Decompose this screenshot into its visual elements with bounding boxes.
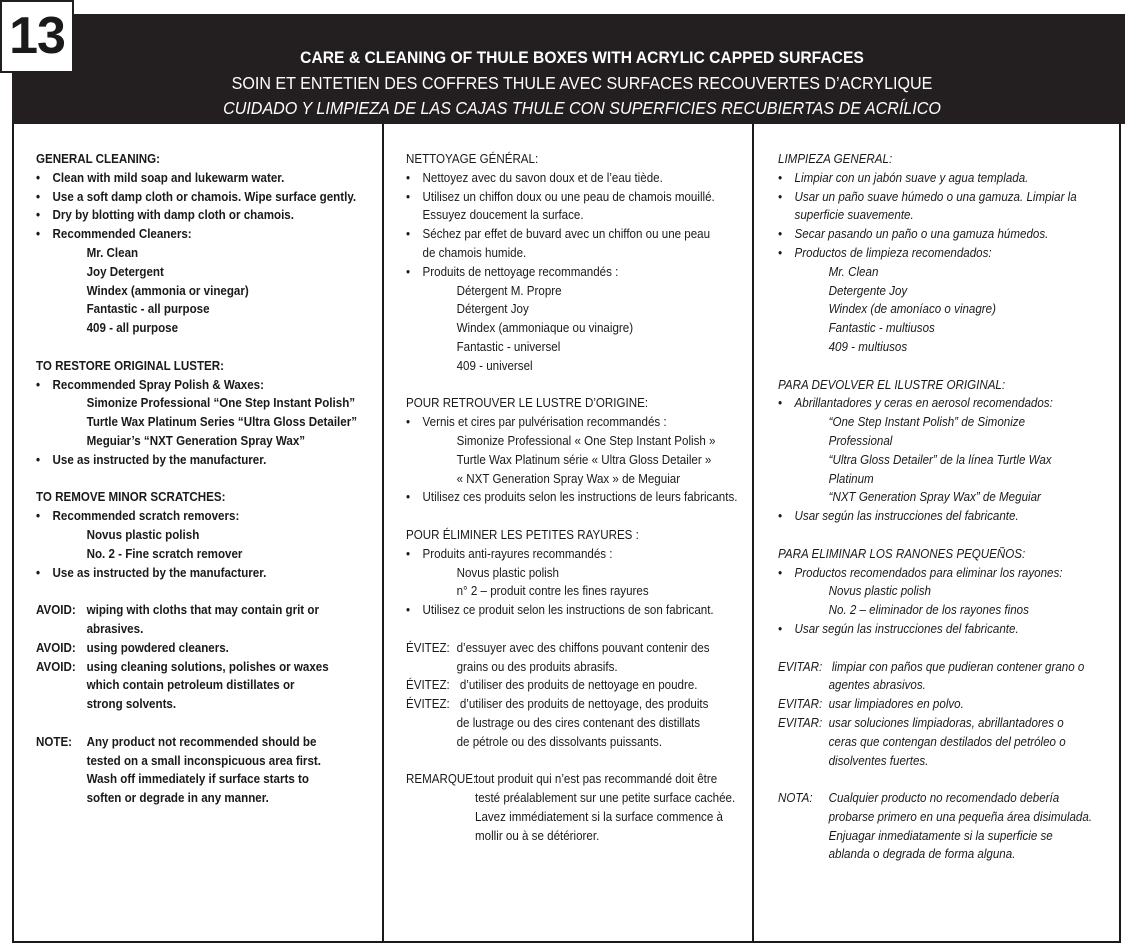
bullet-item (778, 507, 1092, 526)
bullet-text: Productos recomendados para eliminar los rayones: (794, 565, 1063, 580)
spacer-line (36, 338, 357, 357)
bullet-dot: • (36, 452, 41, 467)
labeled-note (406, 676, 737, 695)
indented-line: Simonize Professional “One Step Instant Polish” (86, 396, 356, 411)
spacer-line (406, 620, 737, 639)
bullet-item (36, 206, 357, 225)
title-english: CARE & CLEANING OF THULE BOXES WITH ACRYLIC CAPPED SURFACES (300, 48, 864, 67)
indented-line: agentes abrasivos. (828, 678, 926, 693)
note-label: AVOID: (36, 640, 76, 655)
indented-line: testé préalablement sur une petite surface cachée. (475, 791, 736, 806)
indented-line: Platinum (828, 471, 874, 486)
indented-line: Détergent M. Propre (456, 283, 562, 298)
note-label: EVITAR: (778, 659, 823, 674)
bullet-dot: • (406, 227, 411, 242)
indented-line: ablanda o degrada de forma alguna. (828, 847, 1016, 862)
bullet-dot: • (778, 565, 783, 580)
bullet-dot: • (778, 245, 783, 260)
bullet-dot: • (778, 189, 783, 204)
bullet-item (778, 188, 1092, 207)
indented-line: Wash off immediately if surface starts to (86, 772, 309, 787)
indented-line: Joy Detergent (86, 264, 164, 279)
bullet-item (36, 507, 357, 526)
indented-line: No. 2 – eliminador de los rayones finos (828, 603, 1029, 618)
indented-line: “Ultra Gloss Detailer” de la línea Turtle Wax (828, 452, 1052, 467)
indented-line: Fantastic - all purpose (86, 302, 210, 317)
english-column (36, 150, 385, 808)
bullet-text: Vernis et cires par pulvérisation recommandés : (422, 415, 667, 430)
indented-line: Lavez immédiatement si la surface commence à (475, 809, 723, 824)
bullet-item (406, 225, 737, 244)
bullet-dot: • (406, 490, 411, 505)
spacer-line (36, 470, 357, 489)
note-text: d’utiliser des produits de nettoyage en poudre. (456, 678, 698, 693)
bullet-dot: • (778, 621, 783, 636)
bullet-item (36, 451, 357, 470)
bullet-item (36, 564, 357, 583)
indented-line: de lustrage ou des cires contenant des distillats (456, 715, 701, 730)
indented-line: 409 - all purpose (86, 321, 179, 336)
bullet-text: Utilisez ces produits selon les instructions de leurs fabricants. (422, 490, 738, 505)
indented-line: 409 - universel (456, 358, 533, 373)
bullet-dot: • (36, 377, 41, 392)
note-label: AVOID: (36, 603, 76, 618)
spacer-line (778, 357, 1092, 376)
bullet-dot: • (778, 227, 783, 242)
indented-line: de pétrole ou des dissolvants puissants. (456, 734, 663, 749)
labeled-note (406, 770, 737, 789)
section-heading: GENERAL CLEANING: (36, 152, 161, 166)
indented-line: mollir ou à se détériorer. (475, 828, 600, 843)
bullet-text: Usar un paño suave húmedo o una gamuza. Limpiar la (794, 189, 1077, 204)
bullet-text: Séchez par effet de buvard avec un chiffon ou une peau (422, 227, 711, 242)
spacer-line (778, 770, 1092, 789)
indented-line: Windex (ammonia or vinegar) (86, 283, 249, 298)
note-text: d’utiliser des produits de nettoyage, des produits (456, 697, 709, 712)
labeled-note (778, 714, 1092, 733)
bullet-item (406, 169, 737, 188)
note-text: d’essuyer avec des chiffons pouvant contenir des (456, 640, 710, 655)
labeled-note (778, 695, 1092, 714)
indented-line: Détergent Joy (456, 302, 529, 317)
section-heading: NETTOYAGE GÉNÉRAL: (406, 152, 539, 166)
spacer-line (36, 582, 357, 601)
indented-line: Fantastic - universel (456, 339, 561, 354)
bullet-text: Productos de limpieza recomendados: (794, 245, 992, 260)
note-text: usar limpiadores en polvo. (828, 697, 964, 712)
bullet-item (778, 394, 1092, 413)
indented-line: Windex (de amoníaco o vinagre) (828, 302, 996, 317)
indented-line: disolventes fuertes. (828, 753, 929, 768)
note-label: EVITAR: (778, 697, 823, 712)
indented-line: soften or degrade in any manner. (86, 791, 269, 806)
bullet-text: Limpiar con un jabón suave y agua templada. (794, 170, 1029, 185)
bullet-dot: • (406, 415, 411, 430)
labeled-note (406, 639, 737, 658)
section-heading: POUR RETROUVER LE LUSTRE D’ORIGINE: (406, 396, 649, 411)
header-banner (12, 14, 1125, 124)
bullet-text: Produits anti-rayures recommandés : (422, 546, 613, 561)
bullet-text: Use a soft damp cloth or chamois. Wipe surface gently. (52, 189, 357, 204)
bullet-item (406, 263, 737, 282)
bullet-continuation: superficie suavemente. (794, 208, 914, 223)
bullet-item (406, 488, 737, 507)
section-heading: TO RESTORE ORIGINAL LUSTER: (36, 358, 224, 373)
note-label: EVITAR: (778, 715, 823, 730)
note-label: AVOID: (36, 659, 76, 674)
note-text: using cleaning solutions, polishes or waxes (86, 659, 329, 674)
note-text: Cualquier producto no recomendado debería (828, 791, 1060, 806)
section-heading: LIMPIEZA GENERAL: (778, 152, 893, 166)
bullet-text: Use as instructed by the manufacturer. (52, 565, 267, 580)
indented-line: probarse primero en una pequeña área disimulada. (828, 809, 1093, 824)
indented-line: Mr. Clean (828, 264, 879, 279)
bullet-dot: • (36, 227, 41, 242)
bullet-dot: • (778, 396, 783, 411)
indented-line: abrasives. (86, 621, 144, 636)
bullet-text: Clean with mild soap and lukewarm water. (52, 170, 285, 185)
indented-line: strong solvents. (86, 697, 177, 712)
bullet-item (406, 601, 737, 620)
section-heading: TO REMOVE MINOR SCRATCHES: (36, 490, 226, 505)
indented-line: “NXT Generation Spray Wax” de Meguiar (828, 490, 1041, 505)
spanish-column (778, 150, 1119, 864)
bullet-dot: • (406, 546, 411, 561)
bullet-text: Recommended Cleaners: (52, 227, 192, 242)
note-text: Any product not recommended should be (86, 734, 317, 749)
bullet-text: Usar según las instrucciones del fabricante. (794, 621, 1019, 636)
bullet-dot: • (406, 603, 411, 618)
bullet-continuation: Essuyez doucement la surface. (422, 208, 584, 223)
bullet-dot: • (36, 189, 41, 204)
indented-line: Detergente Joy (828, 283, 908, 298)
indented-line: Meguiar’s “NXT Generation Spray Wax” (86, 433, 306, 448)
indented-line: Enjuagar inmediatamente si la superficie se (828, 828, 1053, 843)
section-heading: POUR ÉLIMINER LES PETITES RAYURES : (406, 527, 639, 542)
note-text: usar soluciones limpiadoras, abrillantadores o (828, 715, 1064, 730)
labeled-note (778, 789, 1092, 808)
bullet-item (36, 169, 357, 188)
bullet-text: Recommended Spray Polish & Waxes: (52, 377, 264, 392)
note-label: ÉVITEZ: (406, 678, 450, 693)
indented-line: Novus plastic polish (456, 565, 559, 580)
labeled-note (36, 658, 357, 677)
bullet-dot: • (36, 509, 41, 524)
section-heading: PARA DEVOLVER EL ILUSTRE ORIGINAL: (778, 377, 1006, 392)
labeled-note (406, 695, 737, 714)
indented-line: Professional (828, 433, 893, 448)
spacer-line (778, 526, 1092, 545)
indented-line: which contain petroleum distillates or (86, 678, 295, 693)
note-label: NOTE: (36, 734, 73, 749)
spacer-line (778, 639, 1092, 658)
indented-line: « NXT Generation Spray Wax » de Meguiar (456, 471, 681, 486)
spacer-line (406, 376, 737, 395)
bullet-item (778, 244, 1092, 263)
note-label: NOTA: (778, 791, 813, 806)
bullet-item (406, 545, 737, 564)
bullet-dot: • (36, 565, 41, 580)
bullet-continuation: de chamois humide. (422, 245, 527, 260)
indented-line: Fantastic - multiusos (828, 321, 935, 336)
bullet-dot: • (778, 170, 783, 185)
labeled-note (36, 601, 357, 620)
indented-line: n° 2 – produit contre les fines rayures (456, 584, 649, 599)
bullet-dot: • (406, 264, 411, 279)
spacer-line (36, 714, 357, 733)
indented-line: tested on a small inconspicuous area first. (86, 753, 321, 768)
bullet-item (778, 564, 1092, 583)
bullet-item (36, 225, 357, 244)
note-text: limpiar con paños que pudieran contener grano o (828, 659, 1085, 674)
indented-line: “One Step Instant Polish” de Simonize (828, 415, 1026, 430)
labeled-note (778, 658, 1092, 677)
bullet-item (36, 376, 357, 395)
note-text: wiping with cloths that may contain grit or (86, 603, 319, 618)
title-french: SOIN ET ENTETIEN DES COFFRES THULE AVEC SURFACES RECOUVERTES D’ACRYLIQUE (231, 73, 933, 93)
section-heading: PARA ELIMINAR LOS RANONES PEQUEÑOS: (778, 546, 1026, 561)
note-label: ÉVITEZ: (406, 640, 450, 655)
bullet-text: Secar pasando un paño o una gamuza húmedos. (794, 227, 1049, 242)
indented-line: 409 - multiusos (828, 339, 908, 354)
bullet-dot: • (36, 208, 41, 223)
bullet-text: Recommended scratch removers: (52, 509, 240, 524)
note-label: ÉVITEZ: (406, 697, 450, 712)
indented-line: No. 2 - Fine scratch remover (86, 546, 243, 561)
bullet-text: Usar según las instrucciones del fabricante. (794, 509, 1019, 524)
indented-line: grains ou des produits abrasifs. (456, 659, 618, 674)
bullet-dot: • (406, 189, 411, 204)
bullet-item (36, 188, 357, 207)
indented-line: Novus plastic polish (86, 527, 200, 542)
bullet-text: Nettoyez avec du savon doux et de l’eau tiède. (422, 170, 663, 185)
title-spanish: CUIDADO Y LIMPIEZA DE LAS CAJAS THULE CON SUPERFICIES RECUBIERTAS DE ACRÍLICO (223, 98, 941, 118)
bullet-text: Produits de nettoyage recommandés : (422, 264, 619, 279)
indented-line: Turtle Wax Platinum Series “Ultra Gloss Detailer” (86, 415, 358, 430)
bullet-text: Utilisez un chiffon doux ou une peau de chamois mouillé. (422, 189, 715, 204)
note-label: REMARQUE: (406, 772, 477, 787)
bullet-text: Dry by blotting with damp cloth or chamois. (52, 208, 294, 223)
bullet-dot: • (36, 170, 41, 185)
spacer-line (406, 752, 737, 771)
labeled-note (36, 639, 357, 658)
bullet-text: Abrillantadores y ceras en aerosol recomendados: (794, 396, 1053, 411)
labeled-note (36, 733, 357, 752)
bullet-text: Use as instructed by the manufacturer. (52, 452, 267, 467)
indented-line: Turtle Wax Platinum série « Ultra Gloss Detailer » (456, 452, 712, 467)
bullet-item (778, 169, 1092, 188)
bullet-item (406, 188, 737, 207)
indented-line: Simonize Professional « One Step Instant Polish » (456, 433, 716, 448)
page-number: 13 (0, 0, 74, 73)
note-text: using powdered cleaners. (86, 640, 229, 655)
bullet-dot: • (406, 170, 411, 185)
bullet-dot: • (778, 509, 783, 524)
french-column (406, 150, 766, 845)
note-text: tout produit qui n’est pas recommandé doit être (475, 772, 718, 787)
indented-line: Windex (ammoniaque ou vinaigre) (456, 321, 634, 336)
bullet-text: Utilisez ce produit selon les instructions de son fabricant. (422, 603, 714, 618)
bullet-item (778, 620, 1092, 639)
indented-line: Mr. Clean (86, 245, 139, 260)
indented-line: Novus plastic polish (828, 584, 931, 599)
indented-line: ceras que contengan destilados del petróleo o (828, 734, 1066, 749)
bullet-item (406, 413, 737, 432)
spacer-line (406, 507, 737, 526)
bullet-item (778, 225, 1092, 244)
